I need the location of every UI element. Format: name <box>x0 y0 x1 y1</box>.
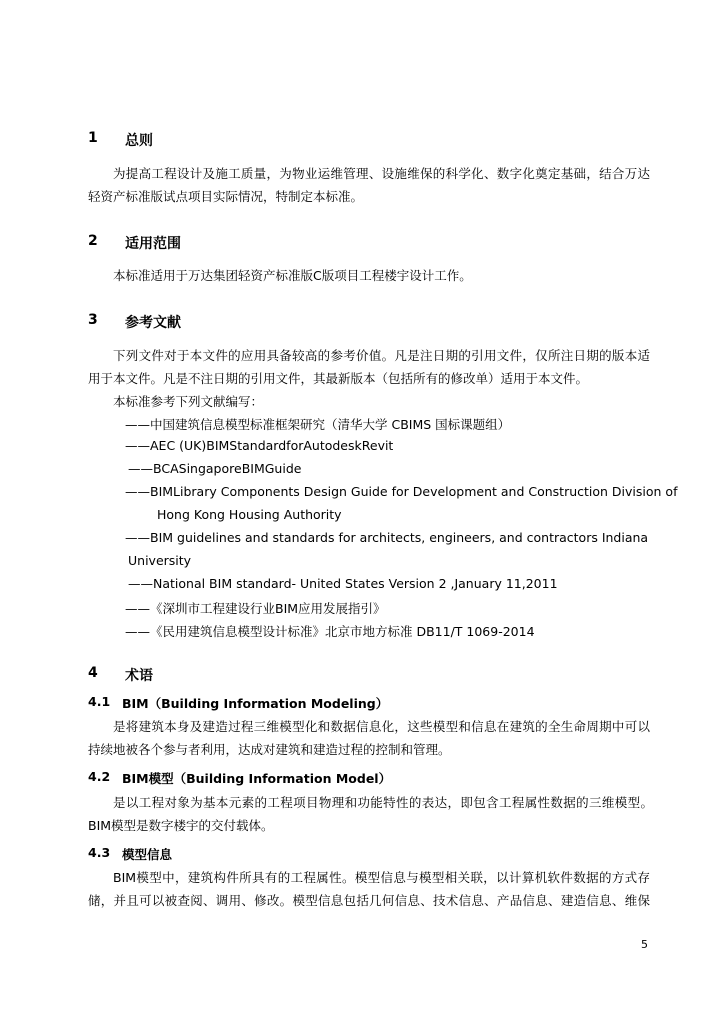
subsection-4-3-line-1: BIM模型中，建筑构件所具有的工程属性。模型信息与模型相关联，以计算机软件数据的方式存 <box>113 870 650 885</box>
page-number: 5 <box>641 938 648 951</box>
reference-item: ——BIM guidelines and standards for architects, engineers, and contractors Indiana <box>125 530 649 545</box>
section-2-line-1: 本标准适用于万达集团轻资产标准版C版项目工程楼宇设计工作。 <box>113 268 472 283</box>
reference-item-continued: Hong Kong Housing Authority <box>157 507 342 522</box>
subsection-4-1-title: BIM（Building Information Modeling） <box>122 696 389 711</box>
subsection-4-2-line-2: BIM模型是数字楼宇的交付载体。 <box>88 818 274 833</box>
subsection-4-1-line-1: 是将建筑本身及建造过程三维模型化和数据信息化，这些模型和信息在建筑的全生命周期中可以 <box>113 719 650 734</box>
section-4-number: 4 <box>88 665 98 681</box>
section-1-title: 总则 <box>125 133 153 149</box>
section-3-line-1: 下列文件对于本文件的应用具备较高的参考价值。凡是注日期的引用文件，仅所注日期的版本适 <box>113 348 650 363</box>
subsection-4-3-number: 4.3 <box>88 845 111 860</box>
section-2-number: 2 <box>88 233 98 249</box>
subsection-4-2-line-1: 是以工程对象为基本元素的工程项目物理和功能特性的表达，即包含工程属性数据的三维模型。 <box>113 795 653 810</box>
subsection-4-3-title: 模型信息 <box>122 847 173 862</box>
section-3-line-3: 本标准参考下列文献编写： <box>113 394 264 409</box>
reference-item-continued: University <box>128 553 192 568</box>
subsection-4-2-number: 4.2 <box>88 769 111 784</box>
reference-item: ——《深圳市工程建设行业BIM应用发展指引》 <box>125 601 386 616</box>
reference-item: ——中国建筑信息模型标准框架研究（清华大学 CBIMS 国标课题组） <box>125 417 511 432</box>
reference-item: ——National BIM standard- United States Version 2 ,January 11,2011 <box>128 576 558 591</box>
subsection-4-1-line-2: 持续地被各个参与者利用，达成对建筑和建造过程的控制和管理。 <box>88 742 451 757</box>
subsection-4-3-line-2: 储，并且可以被查阅、调用、修改。模型信息包括几何信息、技术信息、产品信息、建造信息、维保 <box>88 893 650 908</box>
reference-item: ——《民用建筑信息模型设计标准》北京市地方标准 DB11/T 1069-2014 <box>125 624 535 639</box>
section-3-title: 参考文献 <box>125 315 181 331</box>
subsection-4-2-title: BIM模型（Building Information Model） <box>122 771 392 786</box>
section-1-line-1: 为提高工程设计及施工质量，为物业运维管理、设施维保的科学化、数字化奠定基础，结合万达 <box>113 166 650 181</box>
section-3-number: 3 <box>88 312 98 328</box>
subsection-4-1-number: 4.1 <box>88 694 111 709</box>
section-2-title: 适用范围 <box>125 236 181 252</box>
reference-item: ——BCASingaporeBIMGuide <box>128 461 302 476</box>
section-1-number: 1 <box>88 130 98 146</box>
reference-item: ——AEC (UK)BIMStandardforAutodeskRevit <box>125 438 394 453</box>
section-4-title: 术语 <box>125 668 153 684</box>
reference-item: ——BIMLibrary Components Design Guide for Development and Construction Division of <box>125 484 678 499</box>
section-1-line-2: 轻资产标准版试点项目实际情况，特制定本标准。 <box>88 189 364 204</box>
section-3-line-2: 用于本文件。凡是不注日期的引用文件，其最新版本（包括所有的修改单）适用于本文件。 <box>88 371 589 386</box>
